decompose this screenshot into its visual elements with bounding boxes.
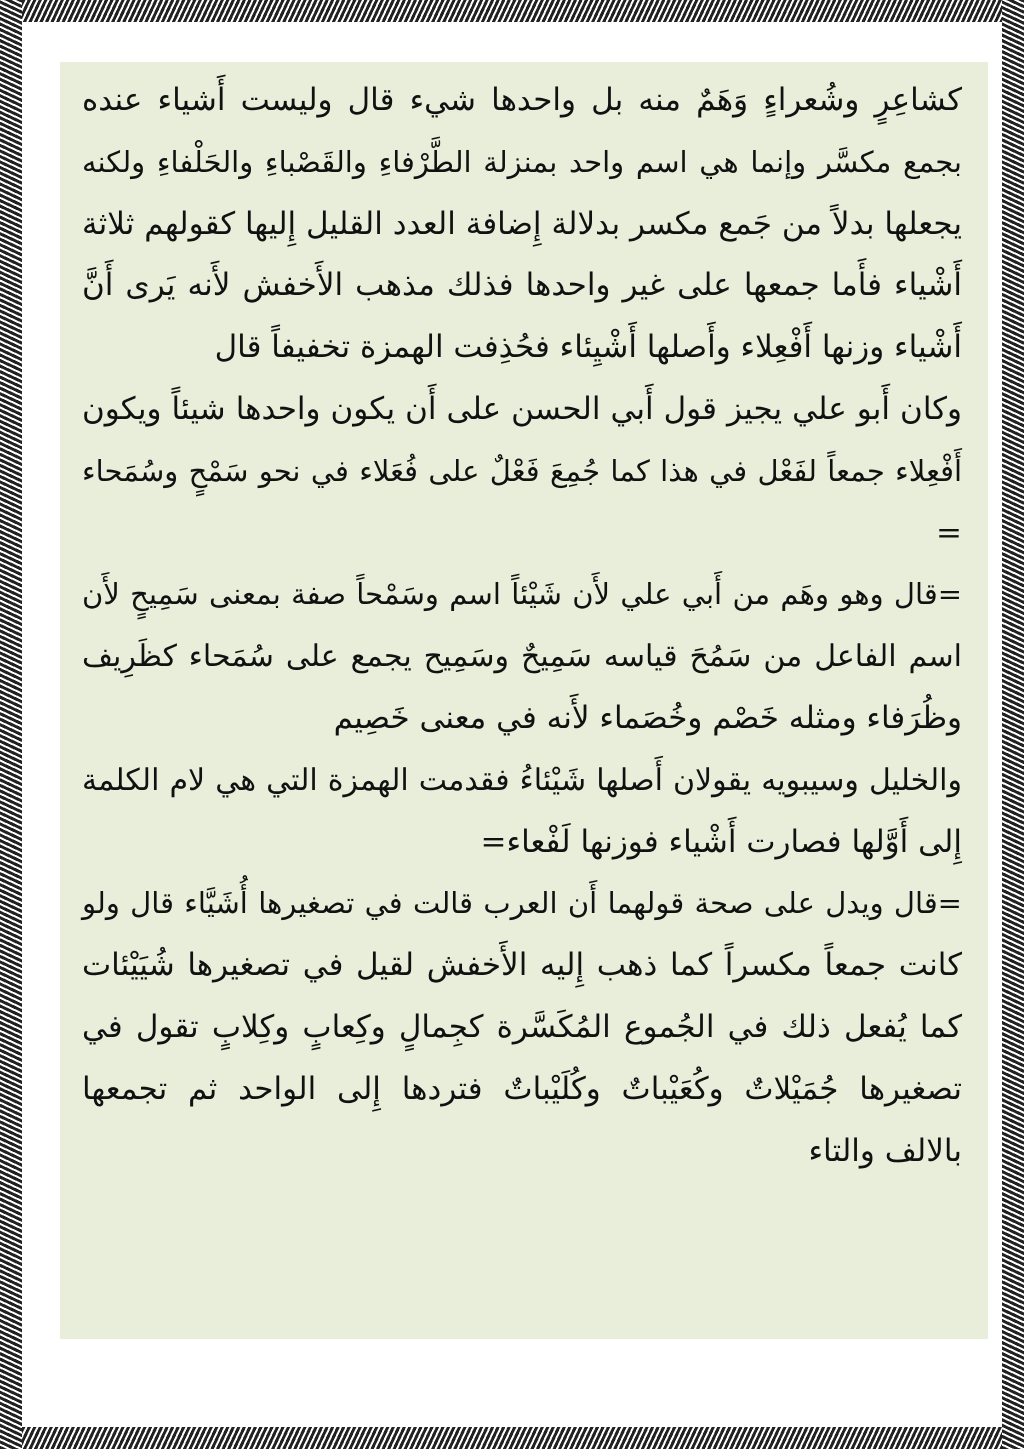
text-line: =قال ويدل على صحة قولهما أَن العرب قالت في تصغيرها أُشَيَّاء قال ولو: [82, 886, 962, 921]
text-line: وكان أَبو علي يجيز قول أَبي الحسن على أَن يكون واحدها شيئاً ويكون: [82, 390, 962, 427]
text-line: بجمع مكسَّر وإنما هي اسم واحد بمنزلة الطَّرْفاءِ والقَصْباءِ والحَلْفاءِ ولكنه: [82, 144, 962, 179]
decorative-border-top: [0, 0, 1024, 22]
text-line: كما يُفعل ذلك في الجُموع المُكَسَّرة كجِمالٍ وكِعابٍ وكِلابٍ تقول في: [82, 1008, 962, 1045]
text-line: وظُرَفاء ومثله خَصْم وخُصَماء لأَنه في معنى خَصِيم: [333, 699, 962, 736]
text-line: أَفْعِلاء جمعاً لفَعْل في هذا كما جُمِعَ فَعْلٌ على فُعَلاء في نحو سَمْحٍ وسُمَحاء: [82, 453, 962, 488]
text-line: =قال وهو وهَم من أَبي علي لأَن شَيْئاً اسم وسَمْحاً صفة بمعنى سَمِيحٍ لأَن: [82, 577, 962, 612]
text-line: أَشْياء فأَما جمعها على غير واحدها فذلك مذهب الأَخفش لأَنه يَرى أَنَّ: [82, 267, 962, 304]
text-line: كانت جمعاً مكسراً كما ذهب إِليه الأَخفش لقيل في تصغيرها شُيَيْئات: [82, 947, 962, 984]
text-body: [82, 70, 962, 1182]
text-panel: [60, 62, 988, 1339]
text-line: تصغيرها جُمَيْلاتٌ وكُعَيْباتٌ وكُلَيْباتٌ فتردها إِلى الواحد ثم تجمعها: [82, 1070, 962, 1107]
text-line: اسم الفاعل من سَمُحَ قياسه سَمِيحٌ وسَمِيح يجمع على سُمَحاء كظَرِيف: [82, 639, 962, 675]
text-line: =: [936, 514, 962, 551]
text-line: إِلى أَوَّلها فصارت أَشْياء فوزنها لَفْعاء=: [480, 823, 962, 860]
text-line: يجعلها بدلاً من جَمع مكسر بدلالة إِضافة العدد القليل إِليها كقولهم ثلاثة: [82, 205, 962, 242]
text-line: أَشْياء وزنها أَفْعِلاء وأَصلها أَشْيِئاء فحُذِفت الهمزة تخفيفاً قال: [214, 329, 962, 366]
decorative-border-bottom: [0, 1427, 1024, 1449]
decorative-border-left: [0, 0, 22, 1449]
decorative-border-right: [1002, 0, 1024, 1449]
text-line: والخليل وسيبويه يقولان أَصلها شَيْئاءُ فقدمت الهمزة التي هي لام الكلمة: [82, 762, 962, 798]
text-line: كشاعِرٍ وشُعراءٍ وَهَمٌ منه بل واحدها شيء قال وليست أَشياء عنده: [82, 82, 962, 118]
text-line: بالالف والتاء: [808, 1132, 962, 1169]
